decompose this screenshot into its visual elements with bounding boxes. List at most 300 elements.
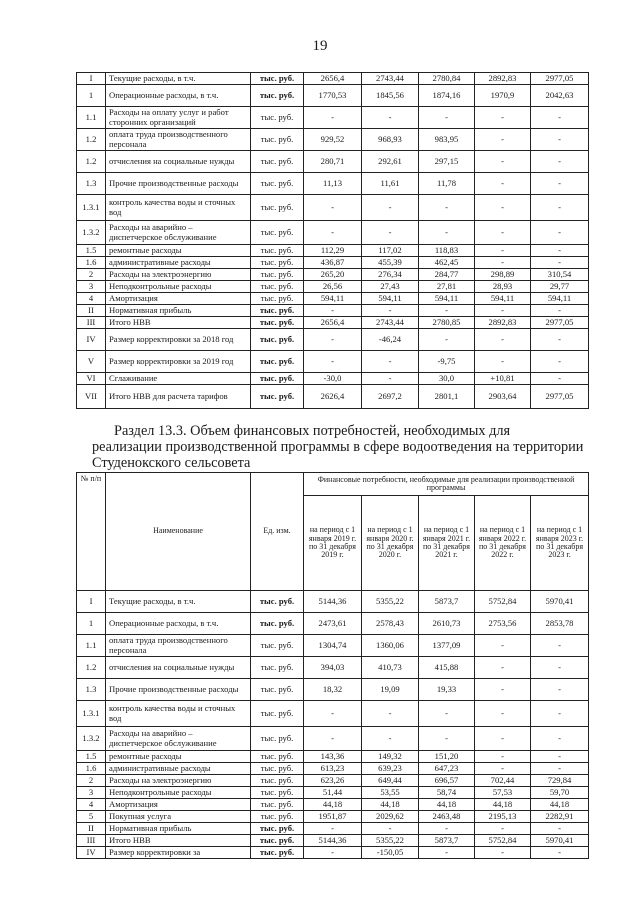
row-value: - bbox=[362, 107, 419, 129]
row-unit: тыс. руб. bbox=[251, 835, 304, 847]
row-name: оплата труда производственного персонала bbox=[106, 129, 251, 151]
row-value: - bbox=[362, 823, 419, 835]
row-value: - bbox=[531, 373, 589, 385]
table-row bbox=[77, 351, 589, 373]
table-row bbox=[77, 727, 589, 751]
header-period: на период с 1 января 2019 г. по 31 декабря 2019 г. bbox=[304, 496, 362, 591]
row-name: Размер корректировки за 2018 год bbox=[106, 329, 251, 351]
row-value: 2473,61 bbox=[304, 613, 362, 635]
row-number: 4 bbox=[77, 293, 106, 305]
table-row bbox=[77, 787, 589, 799]
table-row bbox=[77, 281, 589, 293]
row-value: - bbox=[531, 679, 589, 701]
row-value: 2977,05 bbox=[531, 73, 589, 85]
row-value: 2892,83 bbox=[475, 317, 531, 329]
table-row bbox=[77, 85, 589, 107]
row-number: 1.3.2 bbox=[77, 221, 106, 245]
row-value: 1970,9 bbox=[475, 85, 531, 107]
row-value: - bbox=[475, 679, 531, 701]
row-value: - bbox=[531, 107, 589, 129]
row-value: 51,44 bbox=[304, 787, 362, 799]
row-value: - bbox=[531, 151, 589, 173]
row-number: 1.5 bbox=[77, 245, 106, 257]
row-value: 462,45 bbox=[419, 257, 475, 269]
table-row bbox=[77, 195, 589, 221]
row-value: - bbox=[419, 329, 475, 351]
table-row bbox=[77, 591, 589, 613]
row-value: 59,70 bbox=[531, 787, 589, 799]
row-value: 1770,53 bbox=[304, 85, 362, 107]
row-value: - bbox=[304, 195, 362, 221]
row-name: Текущие расходы, в т.ч. bbox=[106, 73, 251, 85]
row-value: - bbox=[304, 701, 362, 727]
section-title-line2: реализации производственной программы в сфере водоотведения на территории bbox=[92, 439, 584, 455]
table-row bbox=[77, 635, 589, 657]
row-value: 1360,06 bbox=[362, 635, 419, 657]
row-number: 2 bbox=[77, 775, 106, 787]
row-value: - bbox=[304, 305, 362, 317]
row-value: - bbox=[531, 329, 589, 351]
row-unit: тыс. руб. bbox=[251, 657, 304, 679]
row-number: 1.3.2 bbox=[77, 727, 106, 751]
row-value: 2780,85 bbox=[419, 317, 475, 329]
row-unit: тыс. руб. bbox=[251, 763, 304, 775]
row-value: -9,75 bbox=[419, 351, 475, 373]
row-value: - bbox=[362, 701, 419, 727]
row-value: 929,52 bbox=[304, 129, 362, 151]
row-value: 623,26 bbox=[304, 775, 362, 787]
row-name: контроль качества воды и сточных вод bbox=[106, 195, 251, 221]
row-value: - bbox=[362, 373, 419, 385]
table1-body bbox=[77, 73, 589, 409]
header-period: на период с 1 января 2021 г. по 31 декабря 2021 г. bbox=[419, 496, 475, 591]
row-name: административные расходы bbox=[106, 257, 251, 269]
row-value: - bbox=[531, 635, 589, 657]
table-row bbox=[77, 173, 589, 195]
section-title bbox=[92, 423, 592, 471]
row-number: 1 bbox=[77, 613, 106, 635]
row-value: - bbox=[475, 657, 531, 679]
row-value: - bbox=[304, 351, 362, 373]
row-value: - bbox=[475, 701, 531, 727]
row-value: 11,13 bbox=[304, 173, 362, 195]
row-value: 436,87 bbox=[304, 257, 362, 269]
row-value: - bbox=[531, 847, 589, 859]
row-unit: тыс. руб. bbox=[251, 257, 304, 269]
row-value: 2697,2 bbox=[362, 385, 419, 409]
row-value: 276,34 bbox=[362, 269, 419, 281]
row-unit: тыс. руб. bbox=[251, 679, 304, 701]
row-value: - bbox=[475, 129, 531, 151]
row-name: Расходы на электроэнергию bbox=[106, 269, 251, 281]
table-row bbox=[77, 847, 589, 859]
row-name: административные расходы bbox=[106, 763, 251, 775]
row-value: 5873,7 bbox=[419, 835, 475, 847]
row-value: 27,43 bbox=[362, 281, 419, 293]
row-unit: тыс. руб. bbox=[251, 281, 304, 293]
row-value: - bbox=[304, 727, 362, 751]
row-value: 2578,43 bbox=[362, 613, 419, 635]
row-number: III bbox=[77, 317, 106, 329]
row-number: 1.3 bbox=[77, 679, 106, 701]
row-value: 5355,22 bbox=[362, 591, 419, 613]
row-unit: тыс. руб. bbox=[251, 293, 304, 305]
row-value: 5144,36 bbox=[304, 835, 362, 847]
row-unit: тыс. руб. bbox=[251, 245, 304, 257]
row-value: 11,61 bbox=[362, 173, 419, 195]
row-unit: тыс. руб. bbox=[251, 107, 304, 129]
row-unit: тыс. руб. bbox=[251, 775, 304, 787]
header-num: № п/п bbox=[77, 473, 106, 591]
row-value: 647,23 bbox=[419, 763, 475, 775]
row-value: 2029,62 bbox=[362, 811, 419, 823]
table-row bbox=[77, 613, 589, 635]
row-unit: тыс. руб. bbox=[251, 329, 304, 351]
row-value: 5873,7 bbox=[419, 591, 475, 613]
row-name: Нормативная прибыль bbox=[106, 305, 251, 317]
row-value: - bbox=[531, 727, 589, 751]
row-value: -150,05 bbox=[362, 847, 419, 859]
row-value: 2743,44 bbox=[362, 317, 419, 329]
row-name: Итого НВВ для расчета тарифов bbox=[106, 385, 251, 409]
row-value: +10,81 bbox=[475, 373, 531, 385]
row-value: - bbox=[475, 173, 531, 195]
row-number: I bbox=[77, 73, 106, 85]
row-value: 2195,13 bbox=[475, 811, 531, 823]
row-value: 297,15 bbox=[419, 151, 475, 173]
row-value: 2282,91 bbox=[531, 811, 589, 823]
row-unit: тыс. руб. bbox=[251, 173, 304, 195]
table-row bbox=[77, 385, 589, 409]
row-name: контроль качества воды и сточных вод bbox=[106, 701, 251, 727]
row-value: - bbox=[419, 823, 475, 835]
row-value: - bbox=[475, 221, 531, 245]
table-row bbox=[77, 151, 589, 173]
row-unit: тыс. руб. bbox=[251, 85, 304, 107]
row-value: 11,78 bbox=[419, 173, 475, 195]
row-value: 2903,64 bbox=[475, 385, 531, 409]
row-unit: тыс. руб. bbox=[251, 635, 304, 657]
row-name: отчисления на социальные нужды bbox=[106, 657, 251, 679]
row-number: 1 bbox=[77, 85, 106, 107]
row-value: - bbox=[362, 221, 419, 245]
row-value: - bbox=[531, 173, 589, 195]
row-name: Расходы на оплату услуг и работ сторонних организаций bbox=[106, 107, 251, 129]
row-number: 1.3 bbox=[77, 173, 106, 195]
row-value: - bbox=[419, 701, 475, 727]
row-value: 44,18 bbox=[362, 799, 419, 811]
row-value: 5752,84 bbox=[475, 591, 531, 613]
row-unit: тыс. руб. bbox=[251, 373, 304, 385]
header-name: Наименование bbox=[106, 473, 251, 591]
row-value: - bbox=[419, 107, 475, 129]
row-value: 983,95 bbox=[419, 129, 475, 151]
row-value: 394,03 bbox=[304, 657, 362, 679]
row-name: ремонтные расходы bbox=[106, 245, 251, 257]
row-value: 2610,73 bbox=[419, 613, 475, 635]
table-row bbox=[77, 799, 589, 811]
row-value: 18,32 bbox=[304, 679, 362, 701]
row-value: 594,11 bbox=[419, 293, 475, 305]
row-value: - bbox=[419, 305, 475, 317]
row-value: 410,73 bbox=[362, 657, 419, 679]
row-value: 1304,74 bbox=[304, 635, 362, 657]
row-number: 1.3.1 bbox=[77, 195, 106, 221]
row-number: V bbox=[77, 351, 106, 373]
row-value: - bbox=[531, 823, 589, 835]
row-value: 19,09 bbox=[362, 679, 419, 701]
row-value: 265,20 bbox=[304, 269, 362, 281]
row-value: - bbox=[531, 129, 589, 151]
row-value: - bbox=[531, 657, 589, 679]
row-unit: тыс. руб. bbox=[251, 591, 304, 613]
row-value: 30,0 bbox=[419, 373, 475, 385]
row-value: - bbox=[304, 329, 362, 351]
row-name: Итого НВВ bbox=[106, 317, 251, 329]
row-value: 5355,22 bbox=[362, 835, 419, 847]
row-name: Размер корректировки за 2019 год bbox=[106, 351, 251, 373]
row-number: 1.1 bbox=[77, 635, 106, 657]
row-value: - bbox=[531, 763, 589, 775]
financial-needs-table-wastewater bbox=[76, 472, 589, 859]
row-number: II bbox=[77, 823, 106, 835]
row-value: 2626,4 bbox=[304, 385, 362, 409]
row-name: Амортизация bbox=[106, 799, 251, 811]
row-value: - bbox=[475, 305, 531, 317]
row-value: 5970,41 bbox=[531, 591, 589, 613]
table-row bbox=[77, 763, 589, 775]
table-row bbox=[77, 305, 589, 317]
row-number: 3 bbox=[77, 787, 106, 799]
row-value: 2977,05 bbox=[531, 385, 589, 409]
row-unit: тыс. руб. bbox=[251, 787, 304, 799]
row-unit: тыс. руб. bbox=[251, 727, 304, 751]
row-unit: тыс. руб. bbox=[251, 751, 304, 763]
row-unit: тыс. руб. bbox=[251, 129, 304, 151]
row-number: IV bbox=[77, 847, 106, 859]
row-value: - bbox=[475, 351, 531, 373]
row-value: 284,77 bbox=[419, 269, 475, 281]
row-unit: тыс. руб. bbox=[251, 305, 304, 317]
row-value: 639,23 bbox=[362, 763, 419, 775]
row-value: 1845,56 bbox=[362, 85, 419, 107]
row-value: 44,18 bbox=[531, 799, 589, 811]
row-unit: тыс. руб. bbox=[251, 73, 304, 85]
row-name: Расходы на аварийно – диспетчерское обслуживание bbox=[106, 221, 251, 245]
row-value: 280,71 bbox=[304, 151, 362, 173]
row-value: - bbox=[475, 751, 531, 763]
row-value: 594,11 bbox=[362, 293, 419, 305]
row-number: 1.5 bbox=[77, 751, 106, 763]
row-number: I bbox=[77, 591, 106, 613]
row-value: - bbox=[475, 727, 531, 751]
row-value: - bbox=[362, 727, 419, 751]
table-row bbox=[77, 293, 589, 305]
row-value: 1874,16 bbox=[419, 85, 475, 107]
row-value: - bbox=[475, 635, 531, 657]
row-name: Итого НВВ bbox=[106, 835, 251, 847]
row-value: - bbox=[531, 245, 589, 257]
row-unit: тыс. руб. bbox=[251, 269, 304, 281]
row-value: 415,88 bbox=[419, 657, 475, 679]
row-value: 2753,56 bbox=[475, 613, 531, 635]
row-unit: тыс. руб. bbox=[251, 701, 304, 727]
table2-body bbox=[77, 591, 589, 859]
header-unit: Ед. изм. bbox=[251, 473, 304, 591]
row-unit: тыс. руб. bbox=[251, 799, 304, 811]
row-value: 2977,05 bbox=[531, 317, 589, 329]
row-value: - bbox=[475, 763, 531, 775]
row-value: 968,93 bbox=[362, 129, 419, 151]
row-name: Покупная услуга bbox=[106, 811, 251, 823]
row-number: VII bbox=[77, 385, 106, 409]
row-value: - bbox=[475, 245, 531, 257]
header-period: на период с 1 января 2022 г. по 31 декабря 2022 г. bbox=[475, 496, 531, 591]
row-value: - bbox=[531, 351, 589, 373]
header-group: Финансовые потребности, необходимые для реализации производственной программы bbox=[304, 473, 589, 496]
row-value: - bbox=[419, 195, 475, 221]
row-name: ремонтные расходы bbox=[106, 751, 251, 763]
row-name: Размер корректировки за bbox=[106, 847, 251, 859]
row-value: 649,44 bbox=[362, 775, 419, 787]
row-value: 1377,09 bbox=[419, 635, 475, 657]
row-name: Расходы на аварийно – диспетчерское обслуживание bbox=[106, 727, 251, 751]
page-number: 19 bbox=[312, 38, 328, 54]
row-number: 1.6 bbox=[77, 763, 106, 775]
row-value: 5144,36 bbox=[304, 591, 362, 613]
row-name: Расходы на электроэнергию bbox=[106, 775, 251, 787]
table-row bbox=[77, 107, 589, 129]
row-number: 5 bbox=[77, 811, 106, 823]
row-value: 112,29 bbox=[304, 245, 362, 257]
table-row bbox=[77, 73, 589, 85]
row-value: 2656,4 bbox=[304, 73, 362, 85]
row-number: 1.3.1 bbox=[77, 701, 106, 727]
table-row bbox=[77, 775, 589, 787]
row-value: 292,61 bbox=[362, 151, 419, 173]
section-title-line3: Студенокского сельсовета bbox=[92, 455, 251, 471]
table-row bbox=[77, 221, 589, 245]
row-number: 1.1 bbox=[77, 107, 106, 129]
row-value: - bbox=[304, 107, 362, 129]
table-row bbox=[77, 701, 589, 727]
row-value: 2892,83 bbox=[475, 73, 531, 85]
row-value: - bbox=[531, 701, 589, 727]
table-row bbox=[77, 835, 589, 847]
row-value: - bbox=[304, 221, 362, 245]
row-value: 118,83 bbox=[419, 245, 475, 257]
row-value: 53,55 bbox=[362, 787, 419, 799]
row-unit: тыс. руб. bbox=[251, 195, 304, 221]
row-value: 151,20 bbox=[419, 751, 475, 763]
row-unit: тыс. руб. bbox=[251, 151, 304, 173]
table-row bbox=[77, 823, 589, 835]
table-row bbox=[77, 329, 589, 351]
row-number: II bbox=[77, 305, 106, 317]
row-value: - bbox=[475, 257, 531, 269]
row-value: 57,53 bbox=[475, 787, 531, 799]
table-row bbox=[77, 679, 589, 701]
table-row bbox=[77, 811, 589, 823]
row-name: Операционные расходы, в т.ч. bbox=[106, 613, 251, 635]
table-row bbox=[77, 657, 589, 679]
row-value: 696,57 bbox=[419, 775, 475, 787]
table-row bbox=[77, 373, 589, 385]
row-value: - bbox=[475, 151, 531, 173]
row-name: Прочие производственные расходы bbox=[106, 173, 251, 195]
row-name: отчисления на социальные нужды bbox=[106, 151, 251, 173]
row-name: Операционные расходы, в т.ч. bbox=[106, 85, 251, 107]
row-value: 594,11 bbox=[531, 293, 589, 305]
row-unit: тыс. руб. bbox=[251, 823, 304, 835]
row-value: 28,93 bbox=[475, 281, 531, 293]
row-unit: тыс. руб. bbox=[251, 613, 304, 635]
row-value: 2463,48 bbox=[419, 811, 475, 823]
row-number: 2 bbox=[77, 269, 106, 281]
row-name: Прочие производственные расходы bbox=[106, 679, 251, 701]
header-period: на период с 1 января 2023 г. по 31 декабря 2023 г. bbox=[531, 496, 589, 591]
row-value: - bbox=[531, 257, 589, 269]
row-unit: тыс. руб. bbox=[251, 811, 304, 823]
table-row bbox=[77, 129, 589, 151]
row-value: 29,77 bbox=[531, 281, 589, 293]
table-row bbox=[77, 269, 589, 281]
row-value: - bbox=[419, 221, 475, 245]
row-value: - bbox=[531, 305, 589, 317]
row-value: - bbox=[304, 847, 362, 859]
row-value: 2656,4 bbox=[304, 317, 362, 329]
row-value: 44,18 bbox=[419, 799, 475, 811]
row-value: 729,84 bbox=[531, 775, 589, 787]
row-name: Нормативная прибыль bbox=[106, 823, 251, 835]
row-value: 117,02 bbox=[362, 245, 419, 257]
row-value: 27,81 bbox=[419, 281, 475, 293]
row-value: - bbox=[475, 823, 531, 835]
row-value: 58,74 bbox=[419, 787, 475, 799]
row-value: 2801,1 bbox=[419, 385, 475, 409]
row-value: - bbox=[531, 195, 589, 221]
row-name: Амортизация bbox=[106, 293, 251, 305]
row-value: 19,33 bbox=[419, 679, 475, 701]
row-name: Неподконтрольные расходы bbox=[106, 787, 251, 799]
row-number: III bbox=[77, 835, 106, 847]
section-title-line1: Раздел 13.3. Объем финансовых потребностей, необходимых для bbox=[114, 423, 511, 439]
row-value: -46,24 bbox=[362, 329, 419, 351]
row-name: Текущие расходы, в т.ч. bbox=[106, 591, 251, 613]
row-unit: тыс. руб. bbox=[251, 317, 304, 329]
row-value: 298,89 bbox=[475, 269, 531, 281]
row-value: - bbox=[475, 195, 531, 221]
table-row bbox=[77, 317, 589, 329]
table-row bbox=[77, 751, 589, 763]
financial-needs-table-water-supply bbox=[76, 72, 589, 409]
row-value: 594,11 bbox=[304, 293, 362, 305]
row-value: - bbox=[362, 195, 419, 221]
row-value: 2743,44 bbox=[362, 73, 419, 85]
row-value: - bbox=[419, 847, 475, 859]
row-value: - bbox=[531, 221, 589, 245]
row-value: - bbox=[475, 847, 531, 859]
row-value: - bbox=[419, 727, 475, 751]
row-value: - bbox=[362, 305, 419, 317]
row-name: оплата труда производственного персонала bbox=[106, 635, 251, 657]
row-value: 5752,84 bbox=[475, 835, 531, 847]
row-value: - bbox=[475, 329, 531, 351]
row-value: 1951,87 bbox=[304, 811, 362, 823]
table-row bbox=[77, 257, 589, 269]
row-value: 26,56 bbox=[304, 281, 362, 293]
row-number: 1.2 bbox=[77, 129, 106, 151]
